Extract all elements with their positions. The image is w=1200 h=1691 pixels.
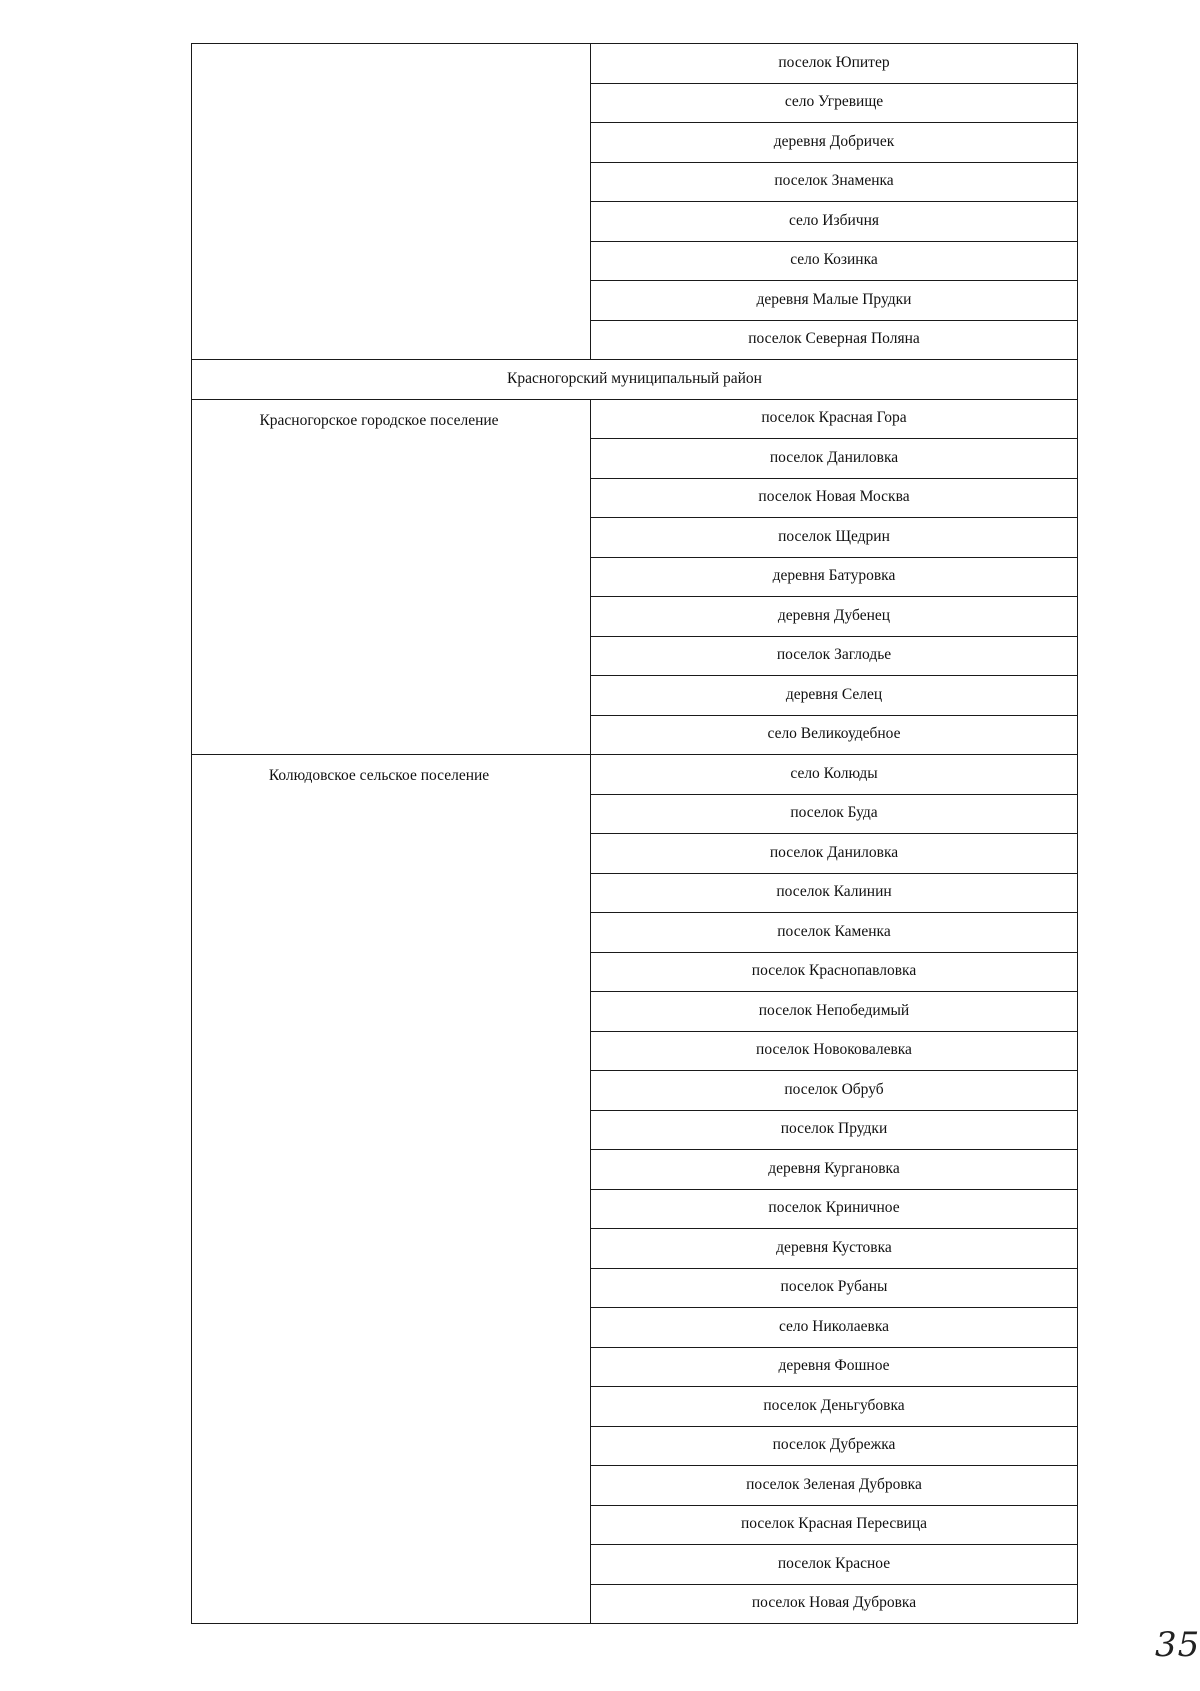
group-name-cell xyxy=(192,399,591,755)
page-number: 35 xyxy=(1155,1625,1200,1665)
settlement-cell: поселок Дубрежка xyxy=(591,1426,1078,1466)
settlements-table-body xyxy=(192,44,1078,1624)
settlement-cell: село Николаевка xyxy=(591,1308,1078,1348)
settlement-cell: деревня Дубенец xyxy=(591,597,1078,637)
settlement-cell: поселок Заглодье xyxy=(591,636,1078,676)
district-row xyxy=(192,360,1078,400)
settlement-cell: поселок Даниловка xyxy=(591,834,1078,874)
settlement-cell: поселок Красная Гора xyxy=(591,399,1078,439)
settlement-cell: деревня Добричек xyxy=(591,123,1078,163)
settlement-cell: деревня Селец xyxy=(591,676,1078,716)
settlement-cell: село Угревище xyxy=(591,83,1078,123)
settlement-cell: поселок Даниловка xyxy=(591,439,1078,479)
table-row xyxy=(192,44,1078,84)
group-name-cell xyxy=(192,755,591,1624)
settlement-cell: село Колюды xyxy=(591,755,1078,795)
settlement-cell: деревня Малые Прудки xyxy=(591,281,1078,321)
settlement-cell: поселок Знаменка xyxy=(591,162,1078,202)
settlement-cell: село Избичня xyxy=(591,202,1078,242)
settlement-cell: поселок Новоковалевка xyxy=(591,1031,1078,1071)
settlement-cell: поселок Обруб xyxy=(591,1071,1078,1111)
group-name: Колюдовское сельское поселение xyxy=(268,767,490,784)
district-name-cell: Красногорский муниципальный район xyxy=(192,360,1078,400)
group-name-cell-empty xyxy=(192,44,591,360)
settlement-cell: поселок Новая Дубровка xyxy=(591,1584,1078,1624)
settlement-cell: поселок Краснопавловка xyxy=(591,952,1078,992)
settlement-cell: село Великоудебное xyxy=(591,715,1078,755)
settlement-cell: поселок Каменка xyxy=(591,913,1078,953)
settlement-cell: деревня Батуровка xyxy=(591,557,1078,597)
settlement-cell: поселок Деньгубовка xyxy=(591,1387,1078,1427)
settlement-cell: поселок Новая Москва xyxy=(591,478,1078,518)
settlement-cell: поселок Красная Пересвица xyxy=(591,1505,1078,1545)
settlement-cell: поселок Зеленая Дубровка xyxy=(591,1466,1078,1506)
settlement-cell: деревня Фошное xyxy=(591,1347,1078,1387)
table-row xyxy=(192,755,1078,795)
settlement-cell: поселок Рубаны xyxy=(591,1268,1078,1308)
settlement-cell: поселок Непобедимый xyxy=(591,992,1078,1032)
table-row xyxy=(192,399,1078,439)
settlement-cell: поселок Прудки xyxy=(591,1110,1078,1150)
settlements-table xyxy=(191,43,1078,1624)
settlement-cell: поселок Криничное xyxy=(591,1189,1078,1229)
settlement-cell: поселок Юпитер xyxy=(591,44,1078,84)
settlement-cell: поселок Калинин xyxy=(591,873,1078,913)
settlement-cell: поселок Северная Поляна xyxy=(591,320,1078,360)
settlement-cell: поселок Буда xyxy=(591,794,1078,834)
settlement-cell: поселок Щедрин xyxy=(591,518,1078,558)
group-name: Красногорское городское поселение xyxy=(259,411,499,429)
settlement-cell: поселок Красное xyxy=(591,1545,1078,1585)
settlement-cell: деревня Кургановка xyxy=(591,1150,1078,1190)
settlement-cell: село Козинка xyxy=(591,241,1078,281)
settlement-cell: деревня Кустовка xyxy=(591,1229,1078,1269)
